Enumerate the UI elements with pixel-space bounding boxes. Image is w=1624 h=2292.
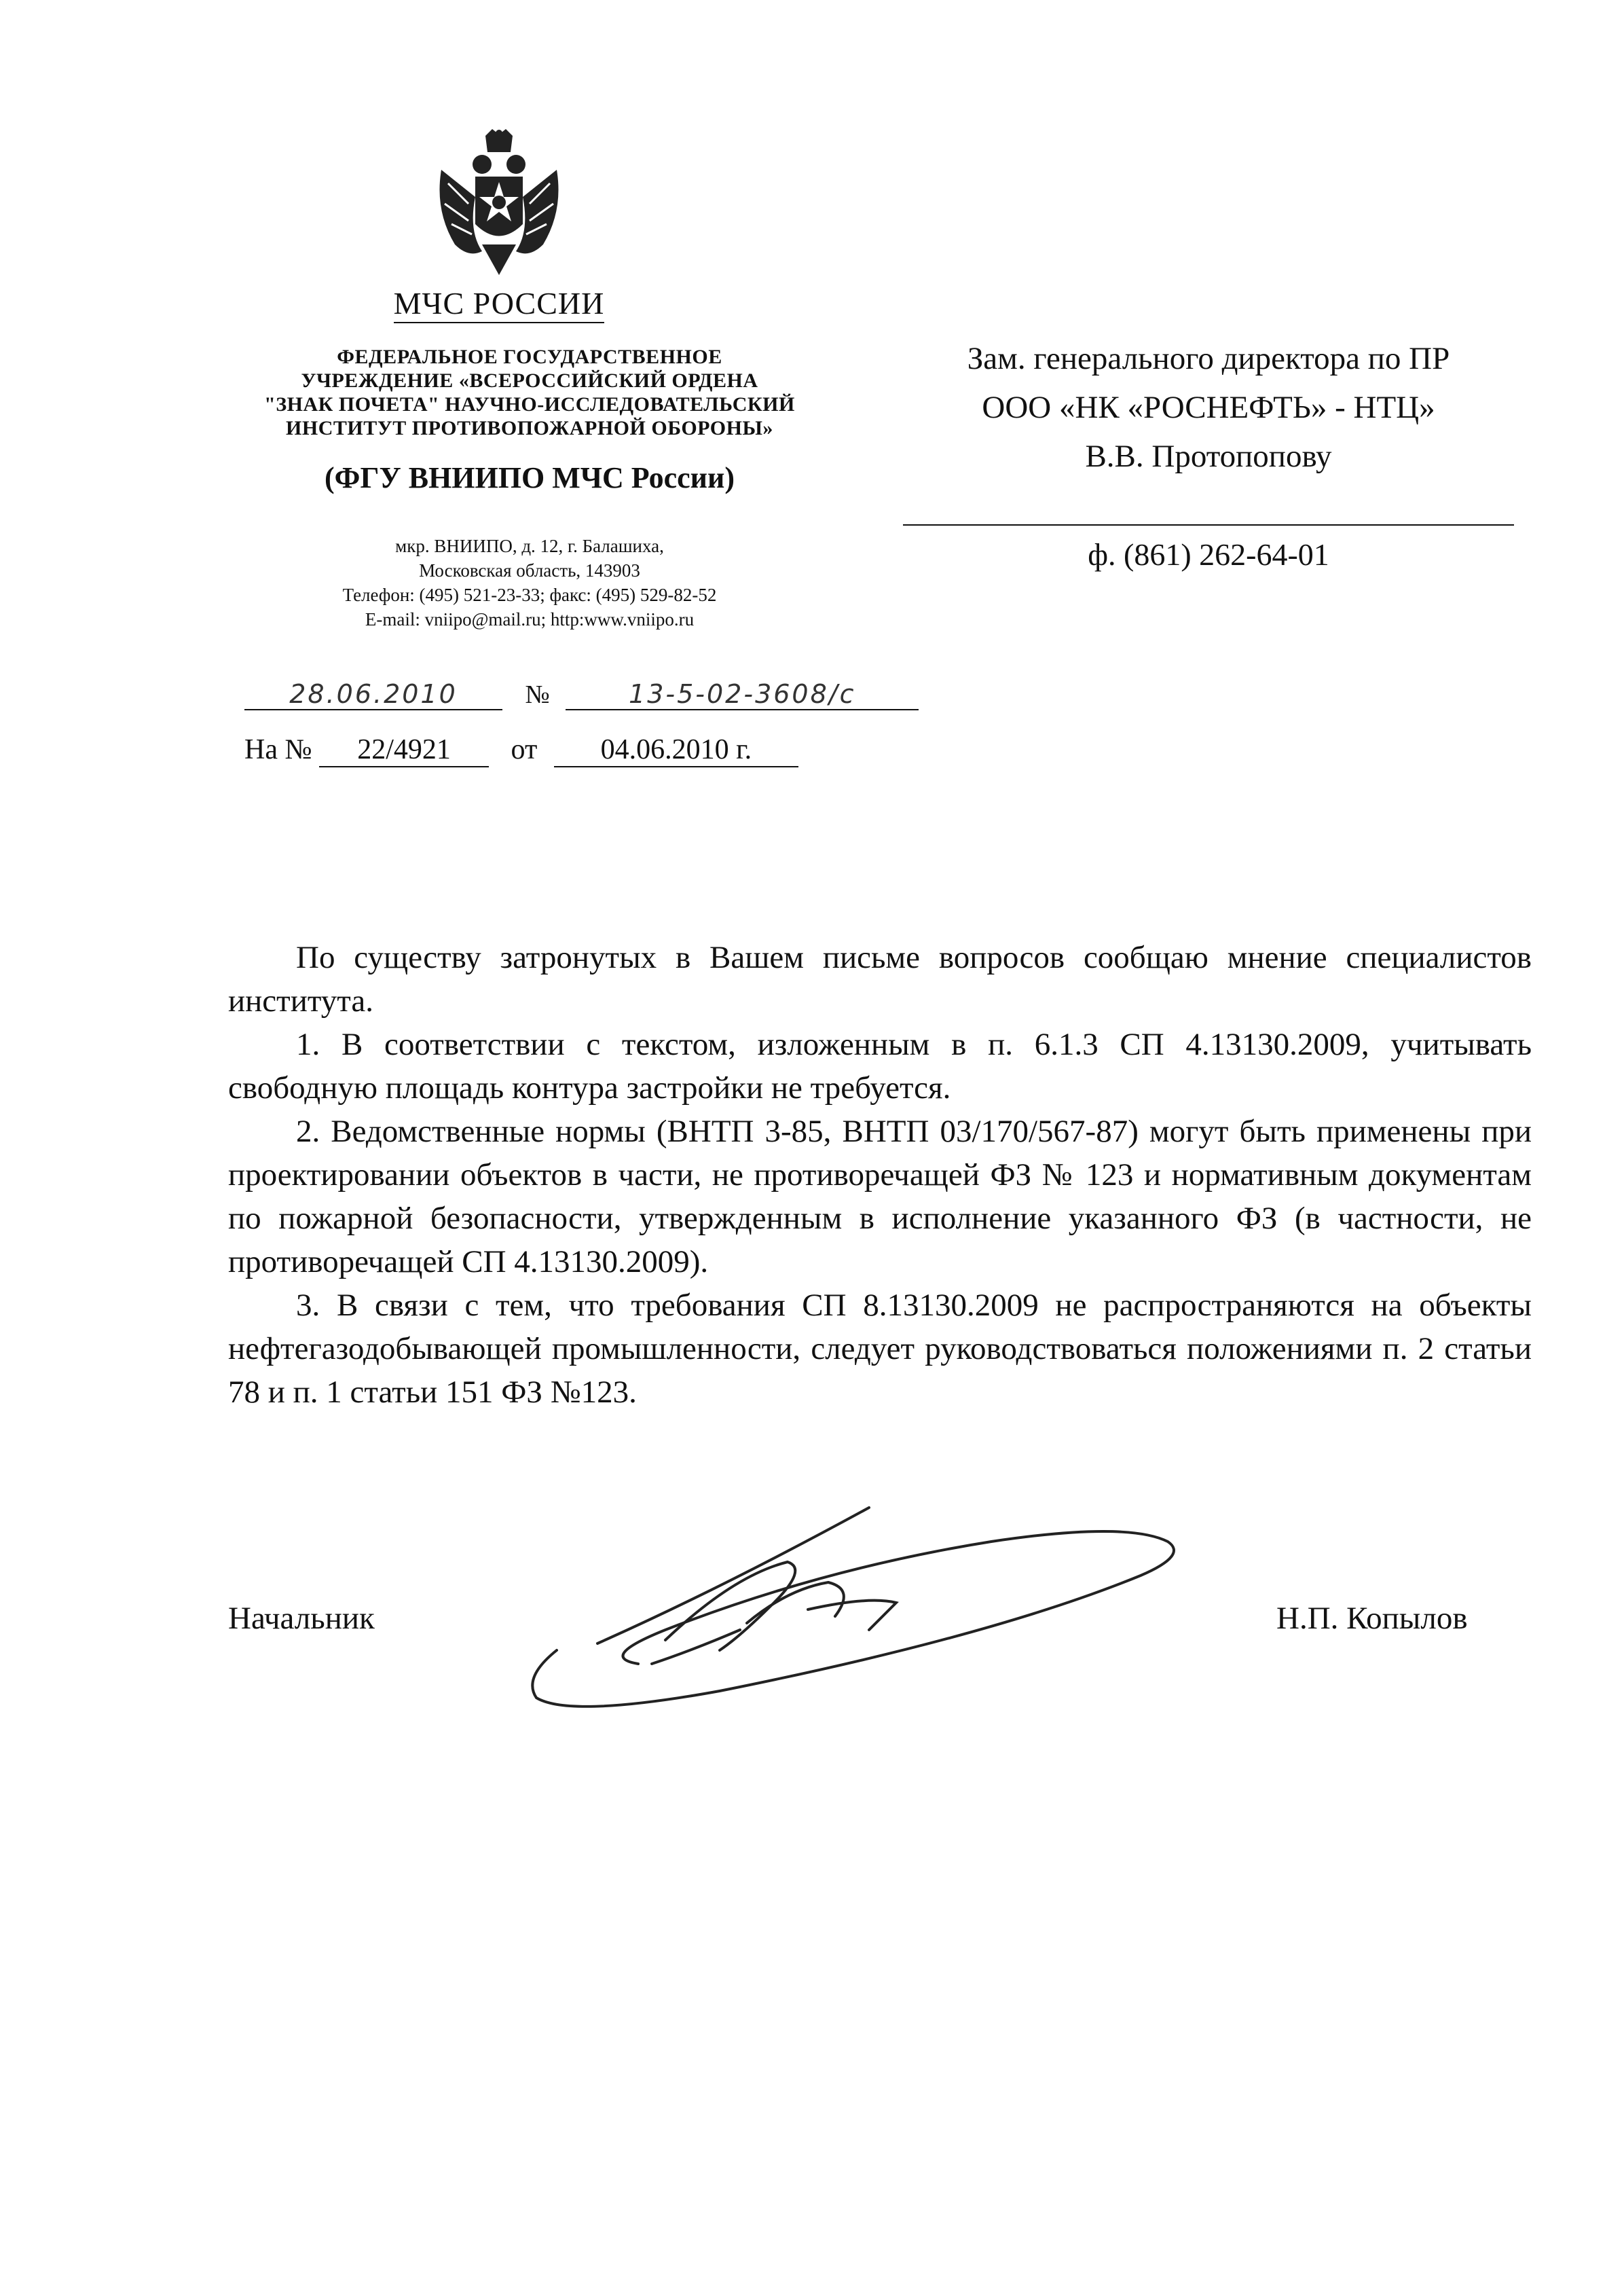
- incoming-from-label: от: [511, 734, 538, 765]
- outgoing-date: 28.06.2010: [244, 679, 502, 710]
- addressee-position: Зам. генерального директора по ПР: [967, 341, 1450, 376]
- addressee-divider: [903, 524, 1514, 526]
- addressee-block: [896, 334, 1521, 481]
- ministry-name: МЧС РОССИИ: [217, 285, 781, 321]
- outgoing-number-label: №: [525, 680, 550, 709]
- body-paragraph: 2. Ведомственные нормы (ВНТП 3-85, ВНТП 03/170/567-87) могут быть применены при проектировании объектов в части, не противоречащей ФЗ № 123 и нормативным документам по пожарной безопасности, утвержденным в исполнение указанного ФЗ (в частности, не противоречащей СП 4.13130.2009).: [228, 1114, 1532, 1279]
- incoming-date: 04.06.2010 г.: [554, 733, 798, 767]
- letter-body: [228, 936, 1532, 1414]
- sender-address: мкр. ВНИИПО, д. 12, г. Балашиха, Московская область, 143903 Телефон: (495) 521-23-33; факс: (495) 529-82-52 E-mail: vniipo@mail.ru; http:www.vniipo.ru: [342, 536, 717, 630]
- mchs-emblem-icon: [428, 129, 570, 278]
- handwritten-signature: [516, 1494, 1195, 1711]
- outgoing-reference: [244, 679, 919, 710]
- incoming-reference: [244, 733, 798, 767]
- body-paragraph: 3. В связи с тем, что требования СП 8.13130.2009 не распространяются на объекты нефтегазодобывающей промышленности, следует руководствоваться положениями п. 2 статьи 78 и п. 1 статьи 151 ФЗ №123.: [228, 1288, 1532, 1410]
- incoming-number: 22/4921: [319, 733, 489, 767]
- body-paragraph: По существу затронутых в Вашем письме вопросов сообщаю мнение специалистов института.: [228, 940, 1532, 1019]
- incoming-prefix: На №: [244, 734, 312, 765]
- organization-abbreviation: (ФГУ ВНИИПО МЧС России): [325, 461, 735, 494]
- outgoing-number: 13-5-02-3608/с: [566, 679, 919, 710]
- addressee-company: ООО «НК «РОСНЕФТЬ» - НТЦ»: [982, 390, 1435, 425]
- signer-title: Начальник: [228, 1601, 375, 1636]
- organization-full-name: ФЕДЕРАЛЬНОЕ ГОСУДАРСТВЕННОЕ УЧРЕЖДЕНИЕ «ВСЕРОССИЙСКИЙ ОРДЕНА "ЗНАК ПОЧЕТА" НАУЧНО-ИССЛЕДОВАТЕЛЬСКИЙ ИНСТИТУТ ПРОТИВОПОЖАРНОЙ ОБОРОНЫ»: [264, 346, 795, 439]
- addressee-name: В.В. Протопопову: [1085, 439, 1332, 474]
- addressee-fax: ф. (861) 262-64-01: [1088, 537, 1329, 572]
- body-paragraph: 1. В соответствии с текстом, изложенным в п. 6.1.3 СП 4.13130.2009, учитывать свободную площадь контура застройки не требуется.: [228, 1027, 1532, 1106]
- signer-name: Н.П. Копылов: [1276, 1601, 1468, 1636]
